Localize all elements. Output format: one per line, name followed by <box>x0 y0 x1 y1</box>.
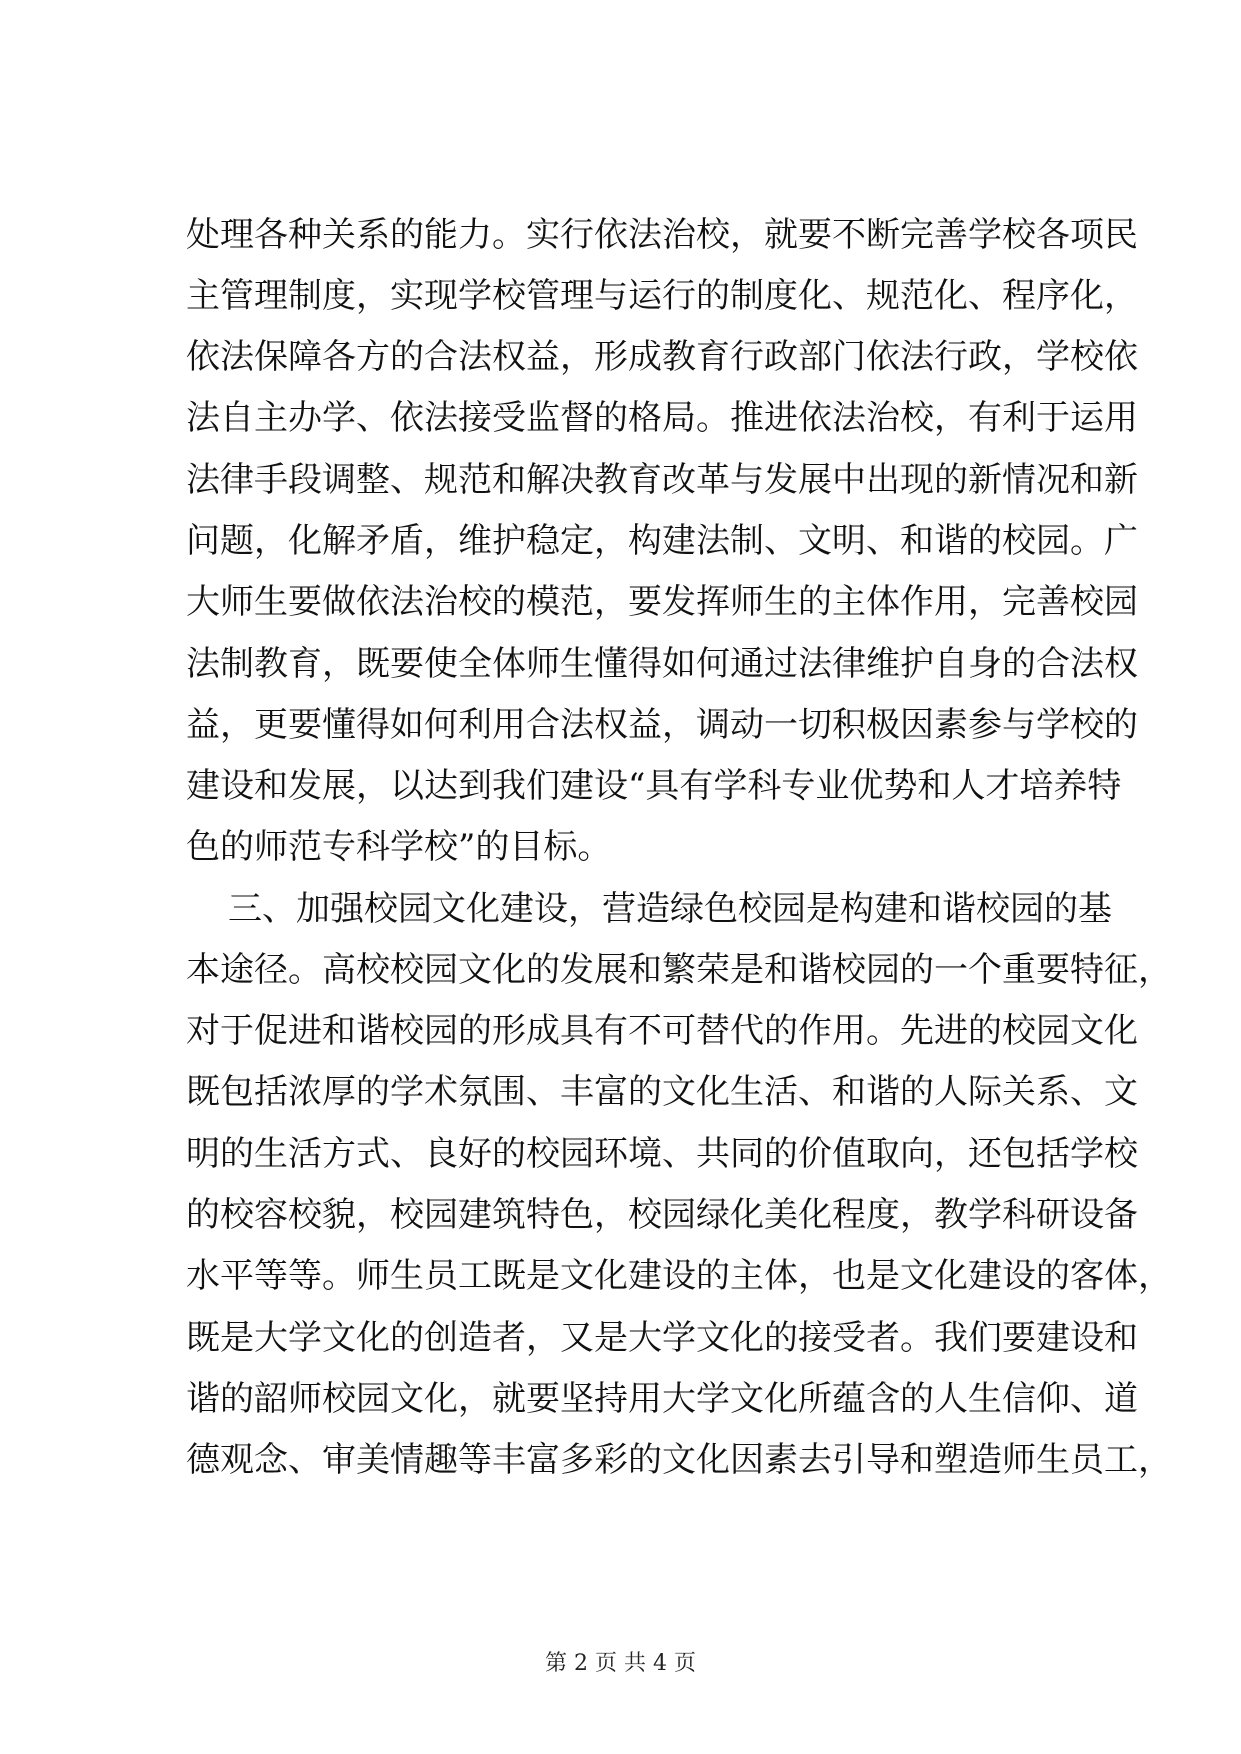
body-text-line: 建设和发展，以达到我们建设“具有学科专业优势和人才培养特 <box>186 766 1122 806</box>
body-text-line: 主管理制度，实现学校管理与运行的制度化、规范化、程序化， <box>186 276 1138 316</box>
body-text-line: 明的生活方式、良好的校园环境、共同的价值取向，还包括学校 <box>186 1134 1138 1174</box>
body-text-line: 对于促进和谐校园的形成具有不可替代的作用。先进的校园文化 <box>186 1011 1138 1051</box>
body-text-line: 益，更要懂得如何利用合法权益，调动一切积极因素参与学校的 <box>186 705 1138 745</box>
body-text-line: 色的师范专科学校”的目标。 <box>186 827 612 867</box>
body-text-line: 既是大学文化的创造者，又是大学文化的接受者。我们要建设和 <box>186 1318 1138 1358</box>
body-text-line: 的校容校貌，校园建筑特色，校园绿化美化程度，教学科研设备 <box>186 1195 1138 1235</box>
body-text-line: 德观念、审美情趣等丰富多彩的文化因素去引导和塑造师生员工， <box>186 1440 1172 1480</box>
body-text-line: 本途径。高校校园文化的发展和繁荣是和谐校园的一个重要特征， <box>186 950 1172 990</box>
body-text-line: 处理各种关系的能力。实行依法治校，就要不断完善学校各项民 <box>186 215 1138 255</box>
body-text-line: 法律手段调整、规范和解决教育改革与发展中出现的新情况和新 <box>186 460 1138 500</box>
body-text-line: 大师生要做依法治校的模范，要发挥师生的主体作用，完善校园 <box>186 582 1138 622</box>
body-text-line: 谐的韶师校园文化，就要坚持用大学文化所蕴含的人生信仰、道 <box>186 1379 1138 1419</box>
paragraph-start-line: 三、加强校园文化建设，营造绿色校园是构建和谐校园的基 <box>228 889 1112 929</box>
body-text-line: 法自主办学、依法接受监督的格局。推进依法治校，有利于运用 <box>186 398 1138 438</box>
body-text-line: 法制教育，既要使全体师生懂得如何通过法律维护自身的合法权 <box>186 644 1138 684</box>
body-text-line: 水平等等。师生员工既是文化建设的主体，也是文化建设的客体， <box>186 1256 1172 1296</box>
page-number-footer: 第 2 页 共 4 页 <box>545 1651 696 1676</box>
body-text-line: 依法保障各方的合法权益，形成教育行政部门依法行政，学校依 <box>186 337 1138 377</box>
body-text-line: 既包括浓厚的学术氛围、丰富的文化生活、和谐的人际关系、文 <box>186 1072 1138 1112</box>
body-text-line: 问题，化解矛盾，维护稳定，构建法制、文明、和谐的校园。广 <box>186 521 1138 561</box>
